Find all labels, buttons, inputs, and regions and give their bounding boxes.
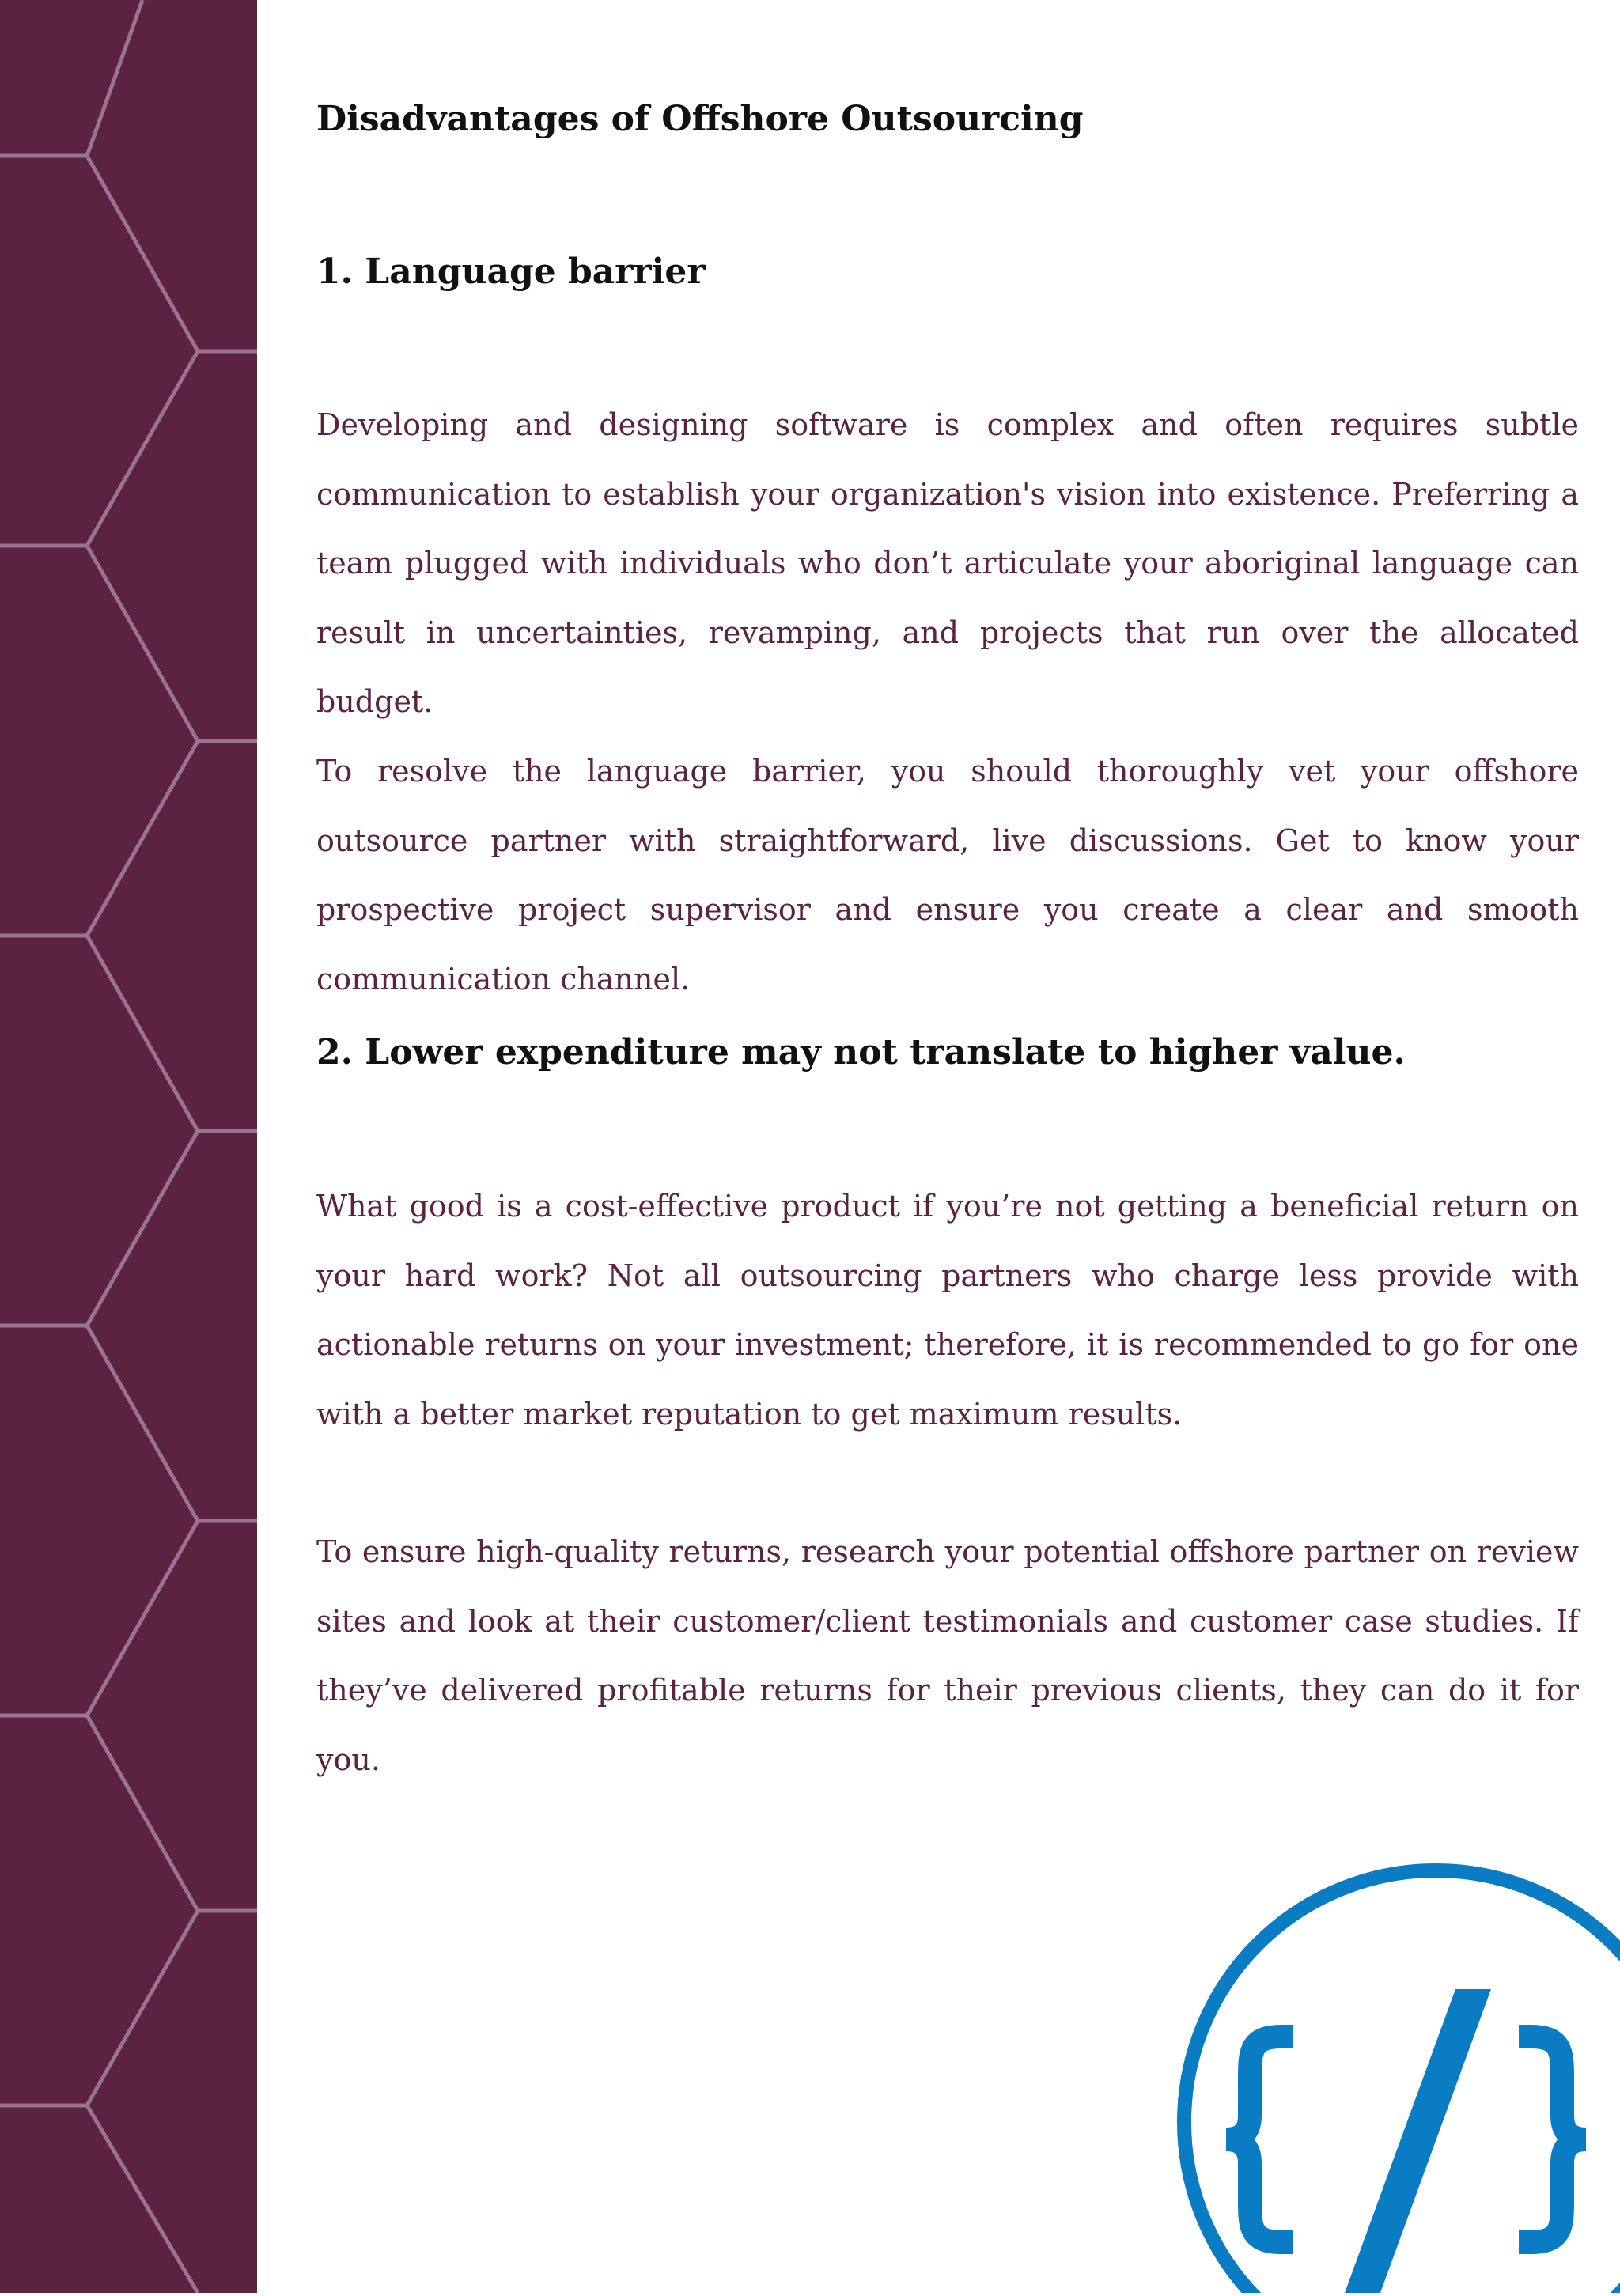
paragraph: To resolve the language barrier, you should thoroughly vet your offshore outsource partner with straightforward, live discussions. Get to know your prospective project supervisor and ensure you create a clear and smooth communication channel.	[316, 754, 1579, 997]
section-heading-lower-expenditure: 2. Lower expenditure may not translate to higher value.	[316, 1032, 1406, 1072]
code-brackets-logo	[1115, 1835, 1620, 2293]
paragraph: To ensure high-quality returns, research your potential offshore partner on review sites and look at their customer/client testimonials and customer case studies. If they’ve delivered profitable returns for their previous clients, they can do it for you.	[316, 1534, 1579, 1777]
paragraph: Developing and designing software is complex and often requires subtle communication to establish your organization's vision into existence. Preferring a team plugged with individuals who don’t articulate your aboriginal language can result in uncertainties, revamping, and projects that run over the allocated budget.	[316, 407, 1579, 719]
section-heading-language-barrier: 1. Language barrier	[316, 252, 706, 292]
document-title: Disadvantages of Offshore Outsourcing	[316, 99, 1084, 139]
decorative-sidebar	[0, 0, 257, 2293]
code-brackets-icon	[1115, 1835, 1620, 2293]
hexagon-pattern	[0, 0, 257, 2293]
paragraph: What good is a cost-effective product if you’re not getting a beneficial return on your hard work? Not all outsourcing partners who charge less provide with actionable returns on your investment; therefore, it is recommended to go for one with a better market reputation to get maximum results.	[316, 1189, 1579, 1432]
